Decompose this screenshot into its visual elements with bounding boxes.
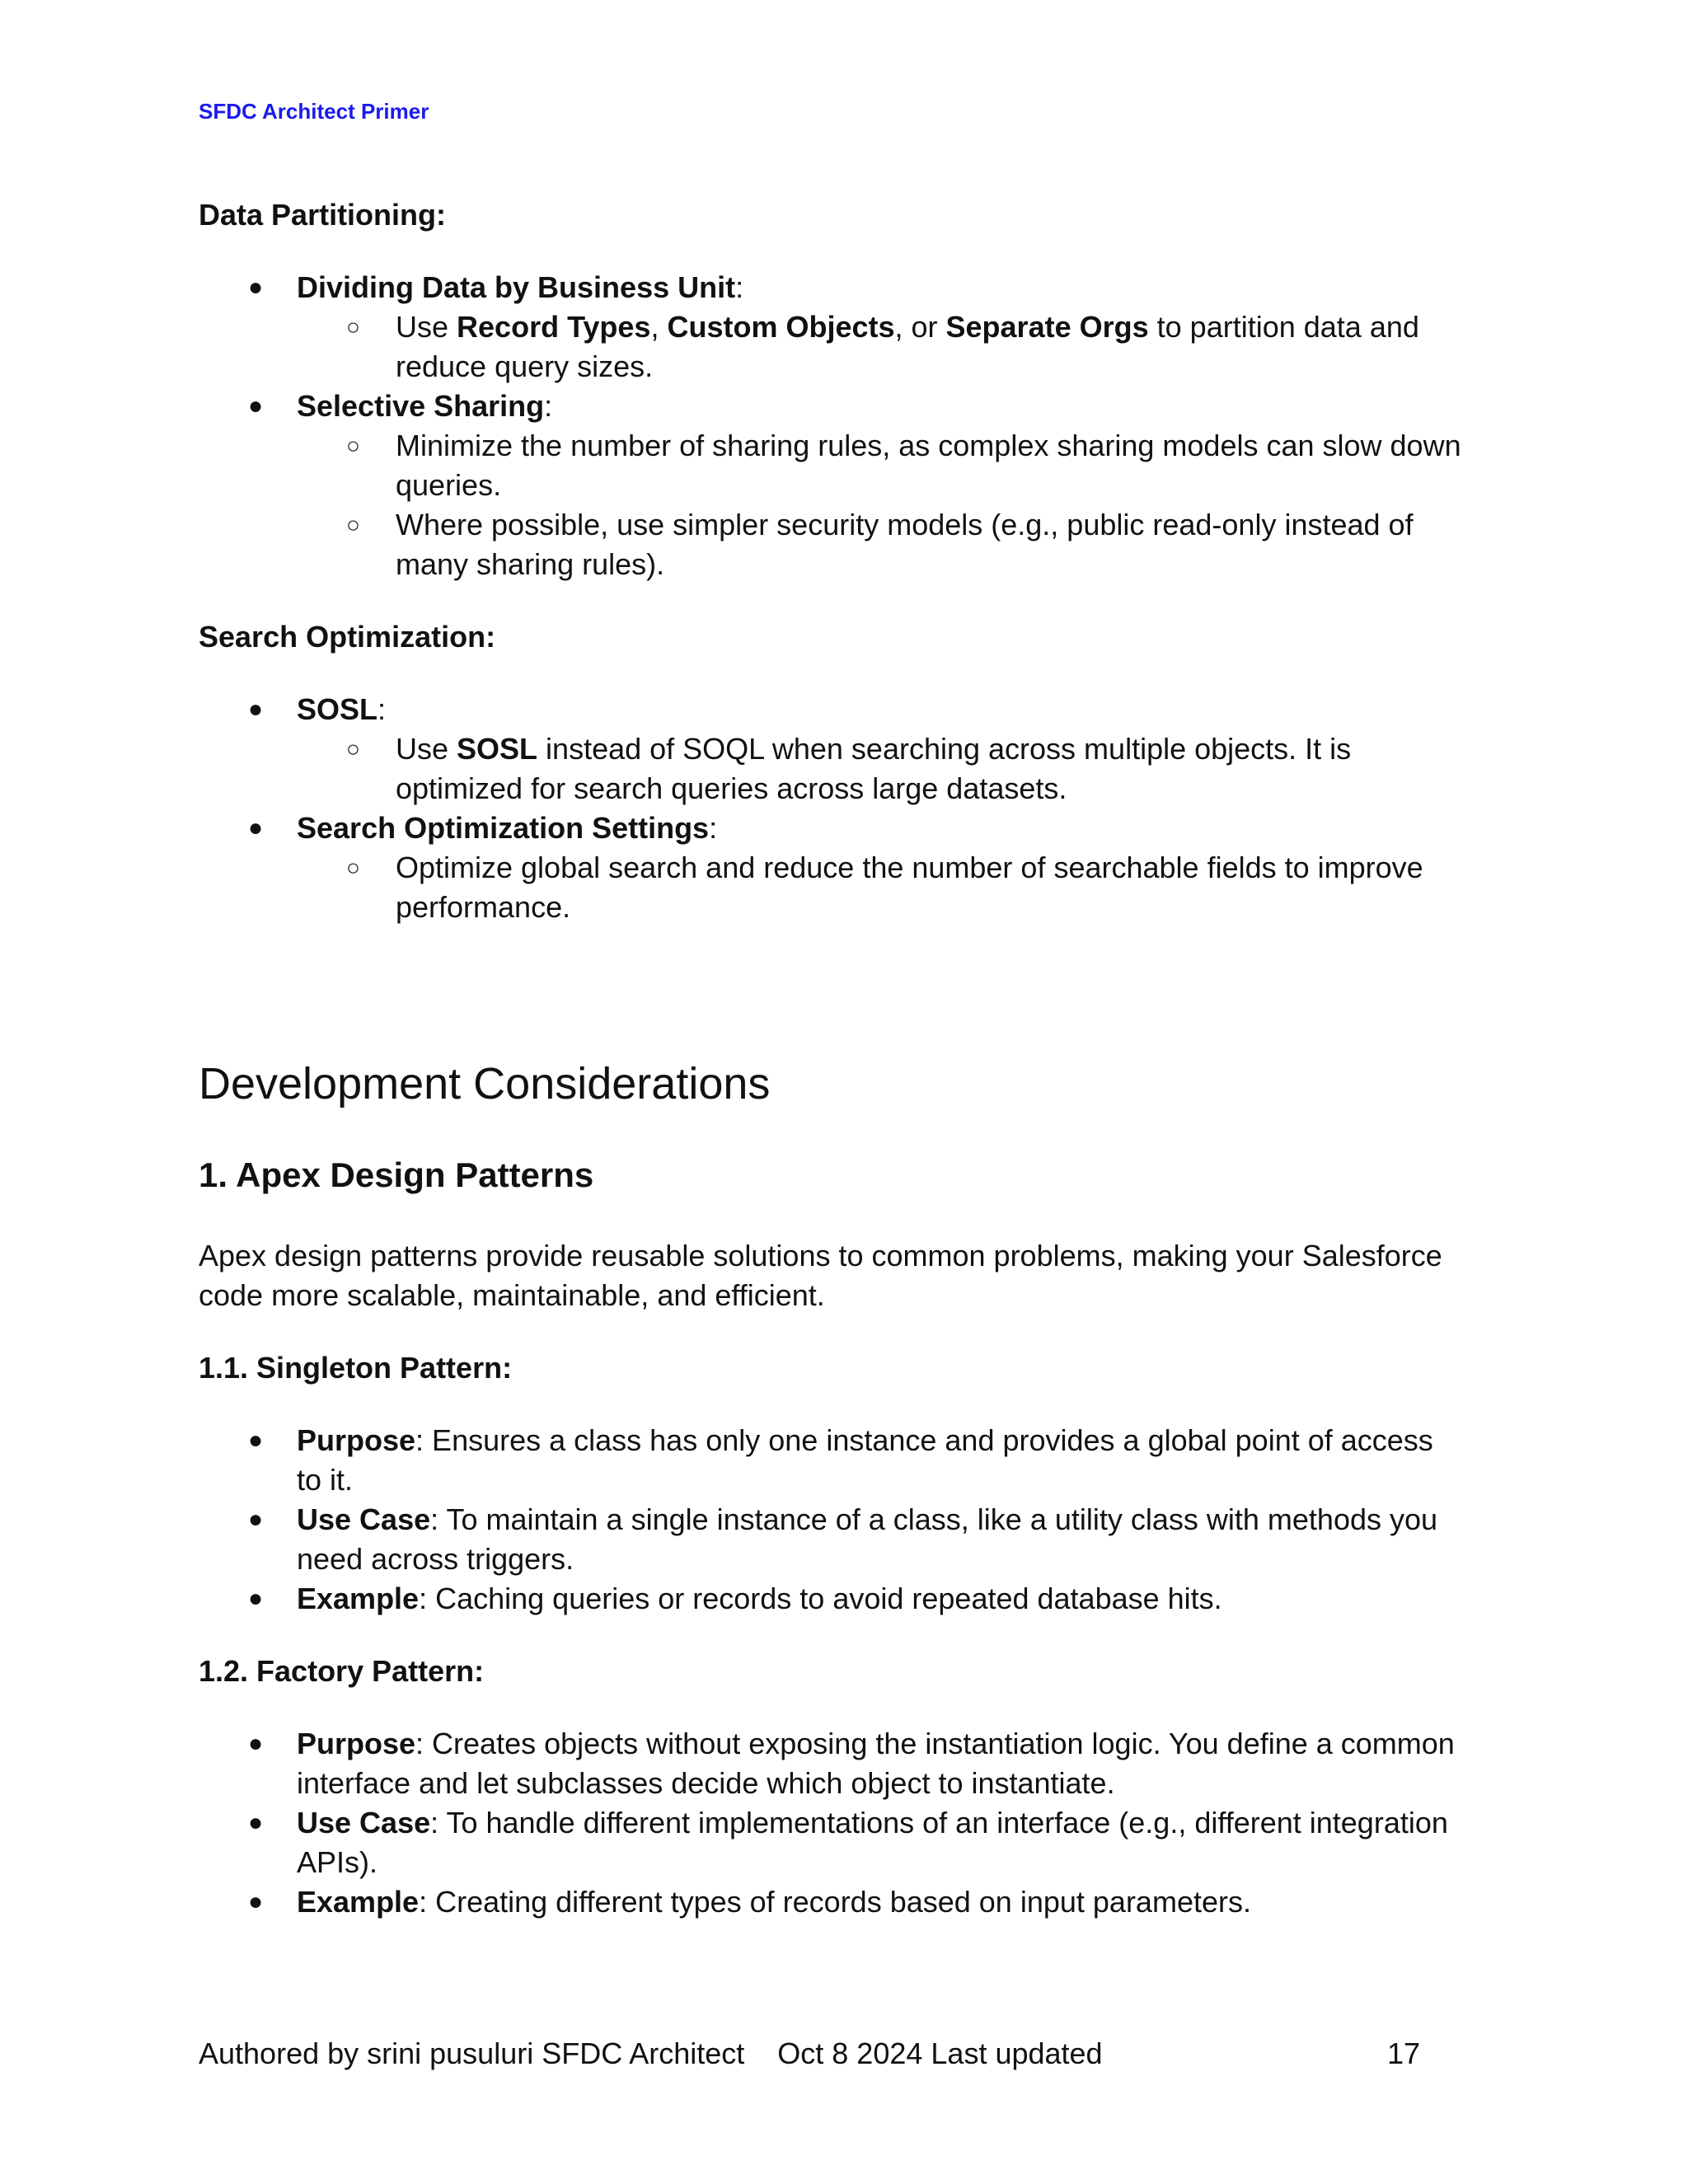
intro-paragraph-line: Apex design patterns provide reusable solutions to common problems, making your Salesforce	[199, 1239, 1442, 1272]
bullet-icon: ●	[248, 274, 264, 301]
list-item: ● Dividing Data by Business Unit:	[297, 268, 743, 307]
intro-paragraph-line: code more scalable, maintainable, and efficient.	[199, 1278, 825, 1312]
list-subitem-continuation: optimized for search queries across large datasets.	[396, 771, 1067, 805]
list-subitem: ○ Use SOSL instead of SOQL when searching across multiple objects. It is	[396, 729, 1351, 769]
bullet-icon: ●	[248, 1427, 264, 1454]
list-item-continuation: need across triggers.	[297, 1542, 574, 1576]
list-item: ● Purpose: Ensures a class has only one instance and provides a global point of access	[297, 1421, 1433, 1460]
list-item-continuation: APIs).	[297, 1845, 378, 1879]
list-subitem-continuation: many sharing rules).	[396, 547, 665, 581]
bullet-icon: ●	[248, 1809, 264, 1836]
section-title: 1. Apex Design Patterns	[199, 1155, 594, 1194]
bullet-icon: ●	[248, 1585, 264, 1612]
list-item-continuation: to it.	[297, 1463, 354, 1497]
circle-bullet-icon: ○	[346, 855, 360, 880]
bullet-icon: ●	[248, 696, 264, 723]
page-title: Development Considerations	[199, 1059, 771, 1108]
list-item: ● Use Case: To maintain a single instance of a class, like a utility class with methods you	[297, 1500, 1437, 1540]
data-partitioning-heading: Data Partitioning:	[199, 198, 447, 232]
list-item-continuation: interface and let subclasses decide which object to instantiate.	[297, 1766, 1115, 1800]
list-item: ● Example: Creating different types of records based on input parameters.	[297, 1882, 1251, 1922]
list-item: ● SOSL:	[297, 690, 386, 729]
list-item: ● Use Case: To handle different implementations of an interface (e.g., different integration	[297, 1803, 1448, 1843]
bullet-icon: ●	[248, 1888, 264, 1915]
bullet-icon: ●	[248, 392, 264, 419]
search-optimization-heading: Search Optimization:	[199, 620, 496, 654]
circle-bullet-icon: ○	[346, 433, 360, 458]
list-subitem: ○ Minimize the number of sharing rules, as complex sharing models can slow down	[396, 426, 1461, 466]
list-item: ● Purpose: Creates objects without exposing the instantiation logic. You define a common	[297, 1724, 1455, 1764]
list-subitem-continuation: performance.	[396, 890, 571, 924]
list-subitem-continuation: queries.	[396, 468, 502, 502]
list-subitem-continuation: reduce query sizes.	[396, 349, 654, 383]
running-header: SFDC Architect Primer	[199, 99, 429, 124]
list-item: ● Example: Caching queries or records to avoid repeated database hits.	[297, 1579, 1222, 1619]
bullet-icon: ●	[248, 1506, 264, 1533]
bullet-icon: ●	[248, 814, 264, 841]
page-footer: Authored by srini pusuluri SFDC Architect Oct 8 2024 Last updated	[199, 2036, 1103, 2070]
bullet-icon: ●	[248, 1730, 264, 1757]
list-item: ● Selective Sharing:	[297, 387, 552, 426]
list-subitem: ○ Use Record Types, Custom Objects, or Separate Orgs to partition data and	[396, 307, 1419, 347]
list-item: ● Search Optimization Settings:	[297, 808, 717, 848]
factory-heading: 1.2. Factory Pattern:	[199, 1654, 485, 1688]
list-subitem: ○ Optimize global search and reduce the number of searchable fields to improve	[396, 848, 1423, 888]
page-number: 17	[1387, 2036, 1421, 2070]
circle-bullet-icon: ○	[346, 736, 360, 762]
singleton-heading: 1.1. Singleton Pattern:	[199, 1351, 513, 1385]
circle-bullet-icon: ○	[346, 314, 360, 340]
list-subitem: ○ Where possible, use simpler security models (e.g., public read-only instead of	[396, 505, 1414, 545]
circle-bullet-icon: ○	[346, 512, 360, 537]
